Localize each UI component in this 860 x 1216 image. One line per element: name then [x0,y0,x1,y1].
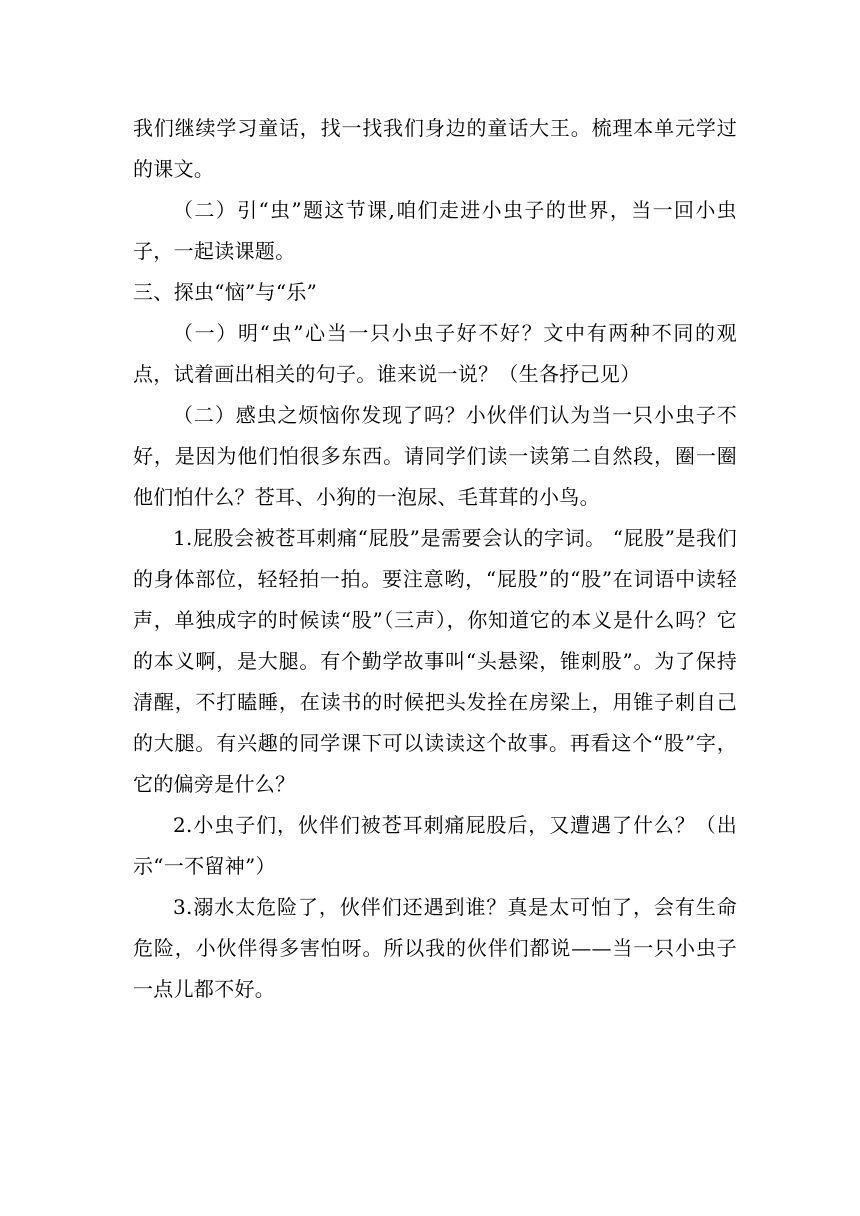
paragraph-subsection-one: （一）明“虫”心当一只小虫子好不好？文中有两种不同的观点，试着画出相关的句子。谁来说一说？（生各抒己见） [133,321,737,386]
paragraph-item-one: 1.屁股会被苍耳刺痛“屁股”是需要会认的字词。 “屁股”是我们的身体部位，轻轻拍一拍。要注意哟，“屁股”的“股”在词语中读轻声，单独成字的时候读“股”（三声），你知道它的本义是什么吗？它的本义啊，是大腿。有个勤学故事叫“头悬梁，锥刺股”。为了保持清醒，不打瞌睡，在读书的时候把头发拴在房梁上，用锥子刺自己的大腿。有兴趣的同学课下可以读读这个故事。再看这个“股”字，它的偏旁是什么？ [133,526,737,796]
paragraph-item-two: 2.小虫子们，伙伴们被苍耳刺痛屁股后，又遭遇了什么？（出示“一不留神”） [133,813,737,878]
paragraph-continued-text: 我们继续学习童话，找一找我们身边的童话大王。梳理本单元学过的课文。 [133,116,737,181]
section-heading-three: 三、探虫“恼”与“乐” [133,280,318,304]
paragraph-section-two-intro: （二）引“虫”题这节课,咱们走进小虫子的世界，当一回小虫子，一起读课题。 [133,198,737,263]
paragraph-item-three: 3.溺水太危险了，伙伴们还遇到谁？真是太可怕了，会有生命危险，小伙伴得多害怕呀。所以我的伙伴们都说——当一只小虫子一点儿都不好。 [133,895,737,1001]
document-body [133,108,737,1010]
paragraph-subsection-two: （二）感虫之烦恼你发现了吗？小伙伴们认为当一只小虫子不好，是因为他们怕很多东西。请同学们读一读第二自然段，圈一圈他们怕什么？苍耳、小狗的一泡尿、毛茸茸的小鸟。 [133,403,737,509]
